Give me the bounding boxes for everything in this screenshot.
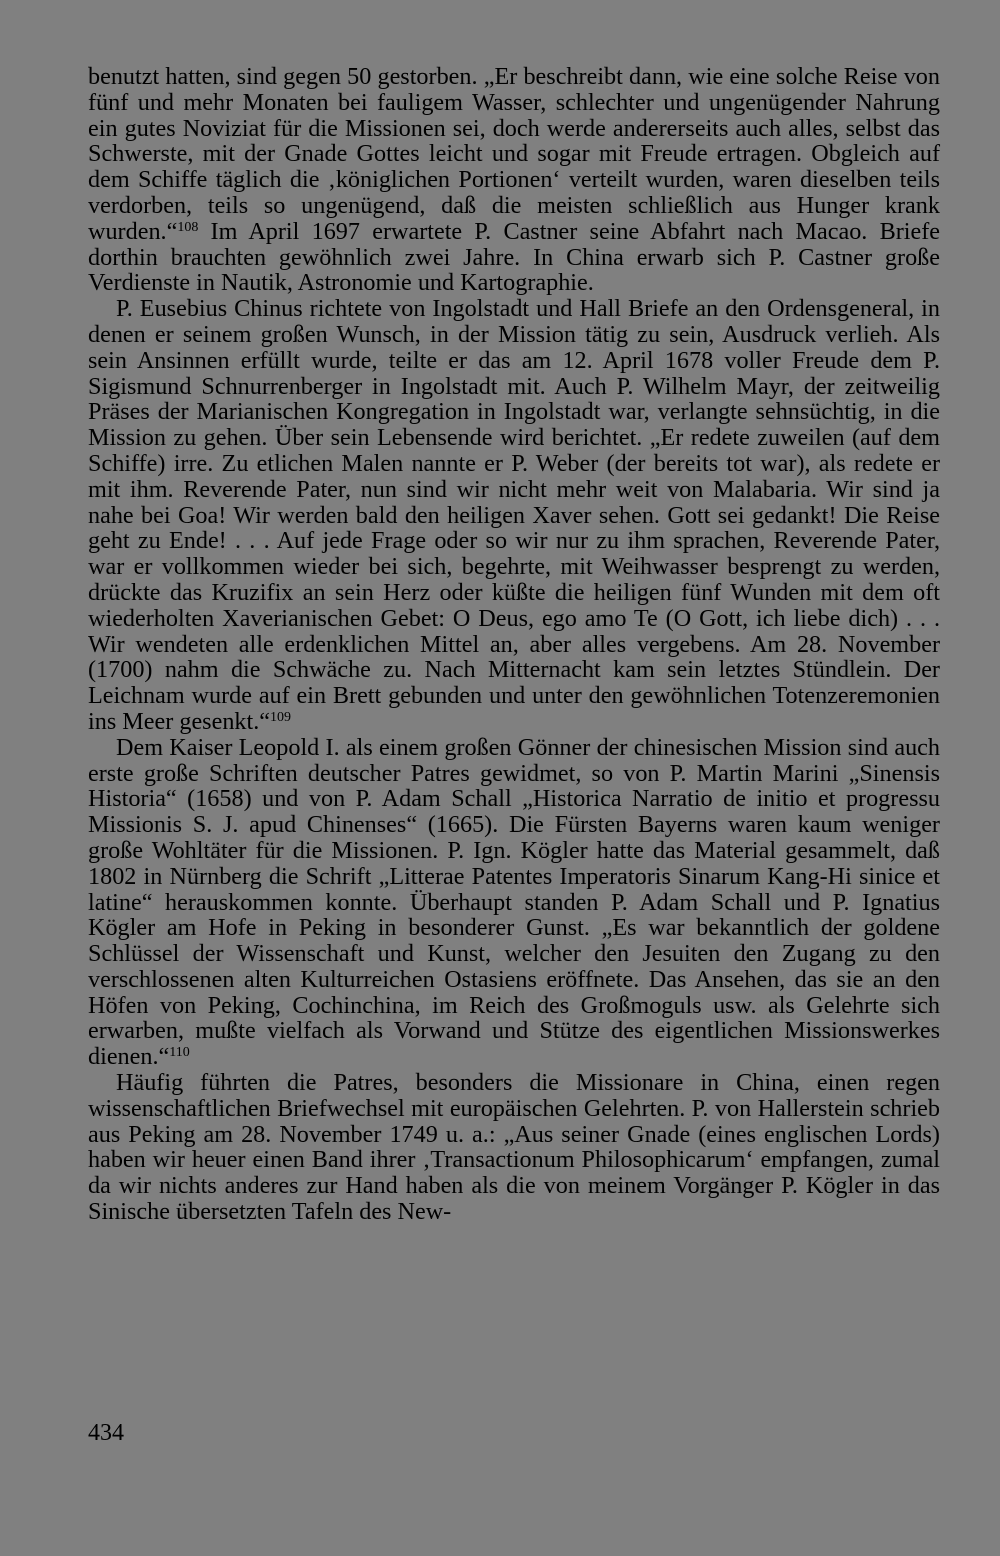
paragraph-text: Häufig führten die Patres, besonders die Missionare in China, einen regen wissenschaftlichen Briefwechsel mit europäischen Gelehrten. P. von Hallerstein schrieb aus Peking am 28. November 1749 u. a.: „Aus seiner Gnade (eines englischen Lords) haben wir heuer einen Band ihrer ‚Transactionum Philosophicarum‘ empfangen, zumal da wir nichts anderes zur Hand haben als die von meinem Vorgänger P. Kögler in das Sinische übersetzten Tafeln des New- bbox=[88, 1069, 940, 1226]
paragraph-text: benutzt hatten, sind gegen 50 gestorben. „Er beschreibt dann, wie eine solche Reise von fünf und mehr Monaten bei fauligem Wasser, schlechter und ungenügender Nahrung ein gutes Noviziat für die Missionen sei, doch werde andererseits auch alles, selbst das Schwerste, mit der Gnade Gottes leicht und sogar mit Freude ertragen. Obgleich auf dem Schiffe täglich die ‚königlichen Portionen‘ verteilt wurden, waren dieselben teils verdorben, teils so ungenügend, daß die meisten schließlich aus Hunger krank wurden.“ bbox=[88, 63, 940, 245]
page-body bbox=[88, 64, 940, 1225]
paragraph-1 bbox=[88, 64, 940, 296]
paragraph-text: P. Eusebius Chinus richtete von Ingolstadt und Hall Briefe an den Ordensgeneral, in denen er seinem großen Wunsch, in der Mission tätig zu sein, Ausdruck verlieh. Als sein Ansinnen erfüllt wurde, teilte er das am 12. April 1678 voller Freude dem P. Sigismund Schnurrenberger in Ingolstadt mit. Auch P. Wilhelm Mayr, der zeitweilig Präses der Marianischen Kongregation in Ingolstadt war, verlangte sehnsüchtig, in die Mission zu gehen. Über sein Lebensende wird berichtet. „Er redete zuweilen (auf dem Schiffe) irre. Zu etlichen Malen nannte er P. Weber (der bereits tot war), als redete er mit ihm. Reverende Pater, nun sind wir nicht mehr weit von Malabaria. Wir sind ja nahe bei Goa! Wir werden bald den heiligen Xaver sehen. Gott sei gedankt! Die Reise geht zu Ende! . . . Auf jede Frage oder so wir nur zu ihm sprachen, Reverende Pater, war er vollkommen wieder bei sich, begehrte, mit Weihwasser besprengt zu werden, drückte das Kruzifix an sein Herz oder küßte die heiligen fünf Wunden mit dem oft wiederholten Xaverianischen Gebet: O Deus, ego amo Te (O Gott, ich liebe dich) . . . Wir wendeten alle erdenklichen Mittel an, aber alles vergebens. Am 28. November (1700) nahm die Schwäche zu. Nach Mitternacht kam sein letztes Stündlein. Der Leichnam wurde auf ein Brett gebunden und unter den gewöhnlichen Totenzeremonien ins Meer gesenkt.“ bbox=[88, 295, 940, 735]
paragraph-3 bbox=[88, 735, 940, 1070]
paragraph-2 bbox=[88, 296, 940, 735]
paragraph-text: Im April 1697 erwartete P. Castner seine Abfahrt nach Macao. Briefe dorthin brauchten gewöhnlich zwei Jahre. In China erwarb sich P. Castner große Verdienste in Nautik, Astronomie und Kartographie. bbox=[88, 217, 940, 297]
page-number: 434 bbox=[88, 1420, 124, 1446]
paragraph-4 bbox=[88, 1070, 940, 1225]
footnote-reference: 108 bbox=[177, 219, 199, 235]
footnote-reference: 110 bbox=[169, 1045, 190, 1061]
paragraph-text: Dem Kaiser Leopold I. als einem großen Gönner der chinesischen Mission sind auch erste große Schriften deutscher Patres gewidmet, so von P. Martin Marini „Sinensis Historia“ (1658) und von P. Adam Schall „Historica Narratio de initio et progressu Missionis S. J. apud Chinenses“ (1665). Die Fürsten Bayerns waren kaum weniger große Wohltäter für die Missionen. P. Ign. Kögler hatte das Material gesammelt, daß 1802 in Nürnberg die Schrift „Litterae Patentes Imperatoris Sinarum Kang-Hi sinice et latine“ herauskommen konnte. Überhaupt standen P. Adam Schall und P. Ignatius Kögler am Hofe in Peking in besonderer Gunst. „Es war bekanntlich der goldene Schlüssel der Wissenschaft und Kunst, welcher den Jesuiten den Zugang zu den verschlossenen alten Kulturreichen Ostasiens eröffnete. Das Ansehen, das sie an den Höfen von Peking, Cochinchina, im Reich des Großmoguls usw. als Gelehrte sich erwarben, mußte vielfach als Vorwand und Stütze des eigentlichen Missionswerkes dienen.“ bbox=[88, 733, 940, 1071]
footnote-reference: 109 bbox=[270, 709, 292, 725]
